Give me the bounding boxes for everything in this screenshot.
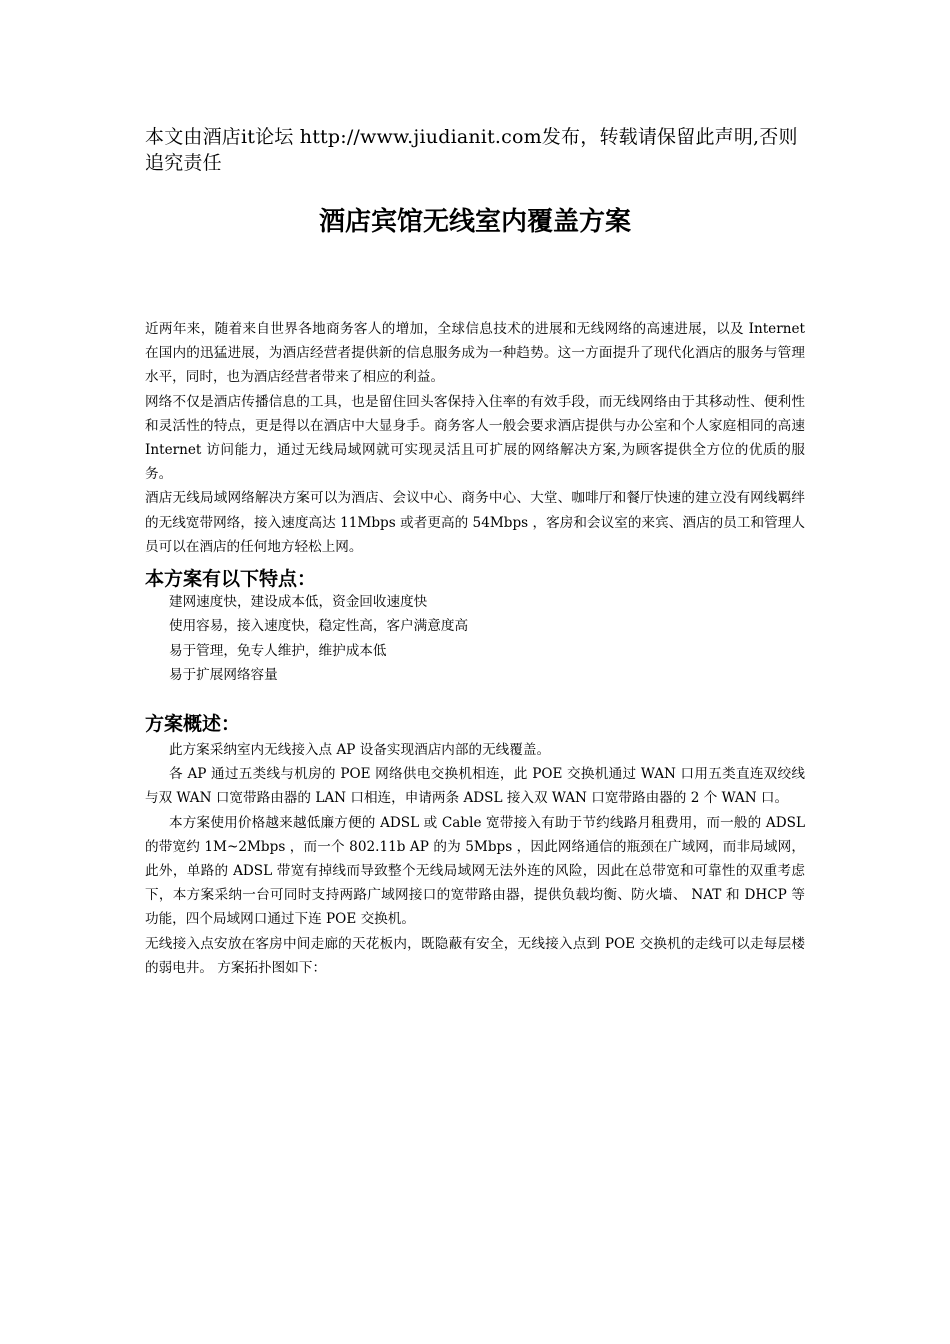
overview-heading: 方案概述： xyxy=(145,713,241,735)
feature-item: 易于管理，免专人维护，维护成本低 xyxy=(169,642,387,659)
feature-item: 建网速度快，建设成本低，资金回收速度快 xyxy=(169,594,428,610)
features-heading: 本方案有以下特点： xyxy=(145,568,317,590)
overview-paragraph: 无线接入点安放在客房中间走廊的天花板内，既隐蔽有安全，无线接入点到 POE 交换机的走线可以走每层楼的弱电井。 方案拓扑图如下： xyxy=(145,935,805,976)
features-list xyxy=(169,590,468,688)
overview-section xyxy=(145,738,805,980)
feature-item: 使用容易，接入速度快，稳定性高，客户满意度高 xyxy=(169,618,469,635)
intro-paragraph: 网络不仅是酒店传播信息的工具，也是留住回头客保持入住率的有效手段，而无线网络由于其移动性、便利性和灵活性的特点，更是得以在酒店中大显身手。商务客人一般会要求酒店提供与办公室和个人家庭相同的高速 Internet 访问能力，通过无线局域网就可实现灵活且可扩展的网络解决方案,为顾客提供全方位的优质的服务。 xyxy=(145,393,805,483)
overview-paragraph: 各 AP 通过五类线与机房的 POE 网络供电交换机相连，此 POE 交换机通过 WAN 口用五类直连双绞线与双 WAN 口宽带路由器的 LAN 口相连，申请两条 ADSL 接入双 WAN 口宽带路由器的 2 个 WAN 口。 xyxy=(145,766,805,807)
intro-section xyxy=(145,317,805,559)
copyright-notice: 本文由酒店it论坛 http://www.jiudianit.com发布，转载请保留此声明,否则追究责任 xyxy=(145,126,798,174)
document-title: 酒店宾馆无线室内覆盖方案 xyxy=(318,207,631,237)
feature-item: 易于扩展网络容量 xyxy=(169,667,278,684)
overview-paragraph: 此方案采纳室内无线接入点 AP 设备实现酒店内部的无线覆盖。 xyxy=(169,742,551,758)
intro-paragraph: 酒店无线局域网络解决方案可以为酒店、会议中心、商务中心、大堂、咖啡厅和餐厅快速的建立没有网线羁绊的无线宽带网络，接入速度高达 11Mbps 或者更高的 54Mbps ，客房和会议室的来宾、酒店的员工和管理人员可以在酒店的任何地方轻松上网。 xyxy=(145,490,805,555)
overview-paragraph: 本方案使用价格越来越低廉方便的 ADSL 或 Cable 宽带接入有助于节约线路月租费用，而一般的 ADSL 的带宽约 1M~2Mbps ，而一个 802.11b AP 的为 5Mbps ，因此网络通信的瓶颈在广域网，而非局域网，此外，单路的 ADSL 带宽有掉线而导致整个无线局域网无法外连的风险，因此在总带宽和可靠性的双重考虑下，本方案采纳一台可同时支持两路广域网接口的宽带路由器，提供负载均衡、防火墙、 NAT 和 DHCP 等功能，四个局域网口通过下连 POE 交换机。 xyxy=(145,814,805,928)
intro-paragraph: 近两年来，随着来自世界各地商务客人的增加，全球信息技术的进展和无线网络的高速进展，以及 Internet 在国内的迅猛进展，为酒店经营者提供新的信息服务成为一种趋势。这一方面提升了现代化酒店的服务与管理水平，同时，也为酒店经营者带来了相应的利益。 xyxy=(145,321,805,386)
